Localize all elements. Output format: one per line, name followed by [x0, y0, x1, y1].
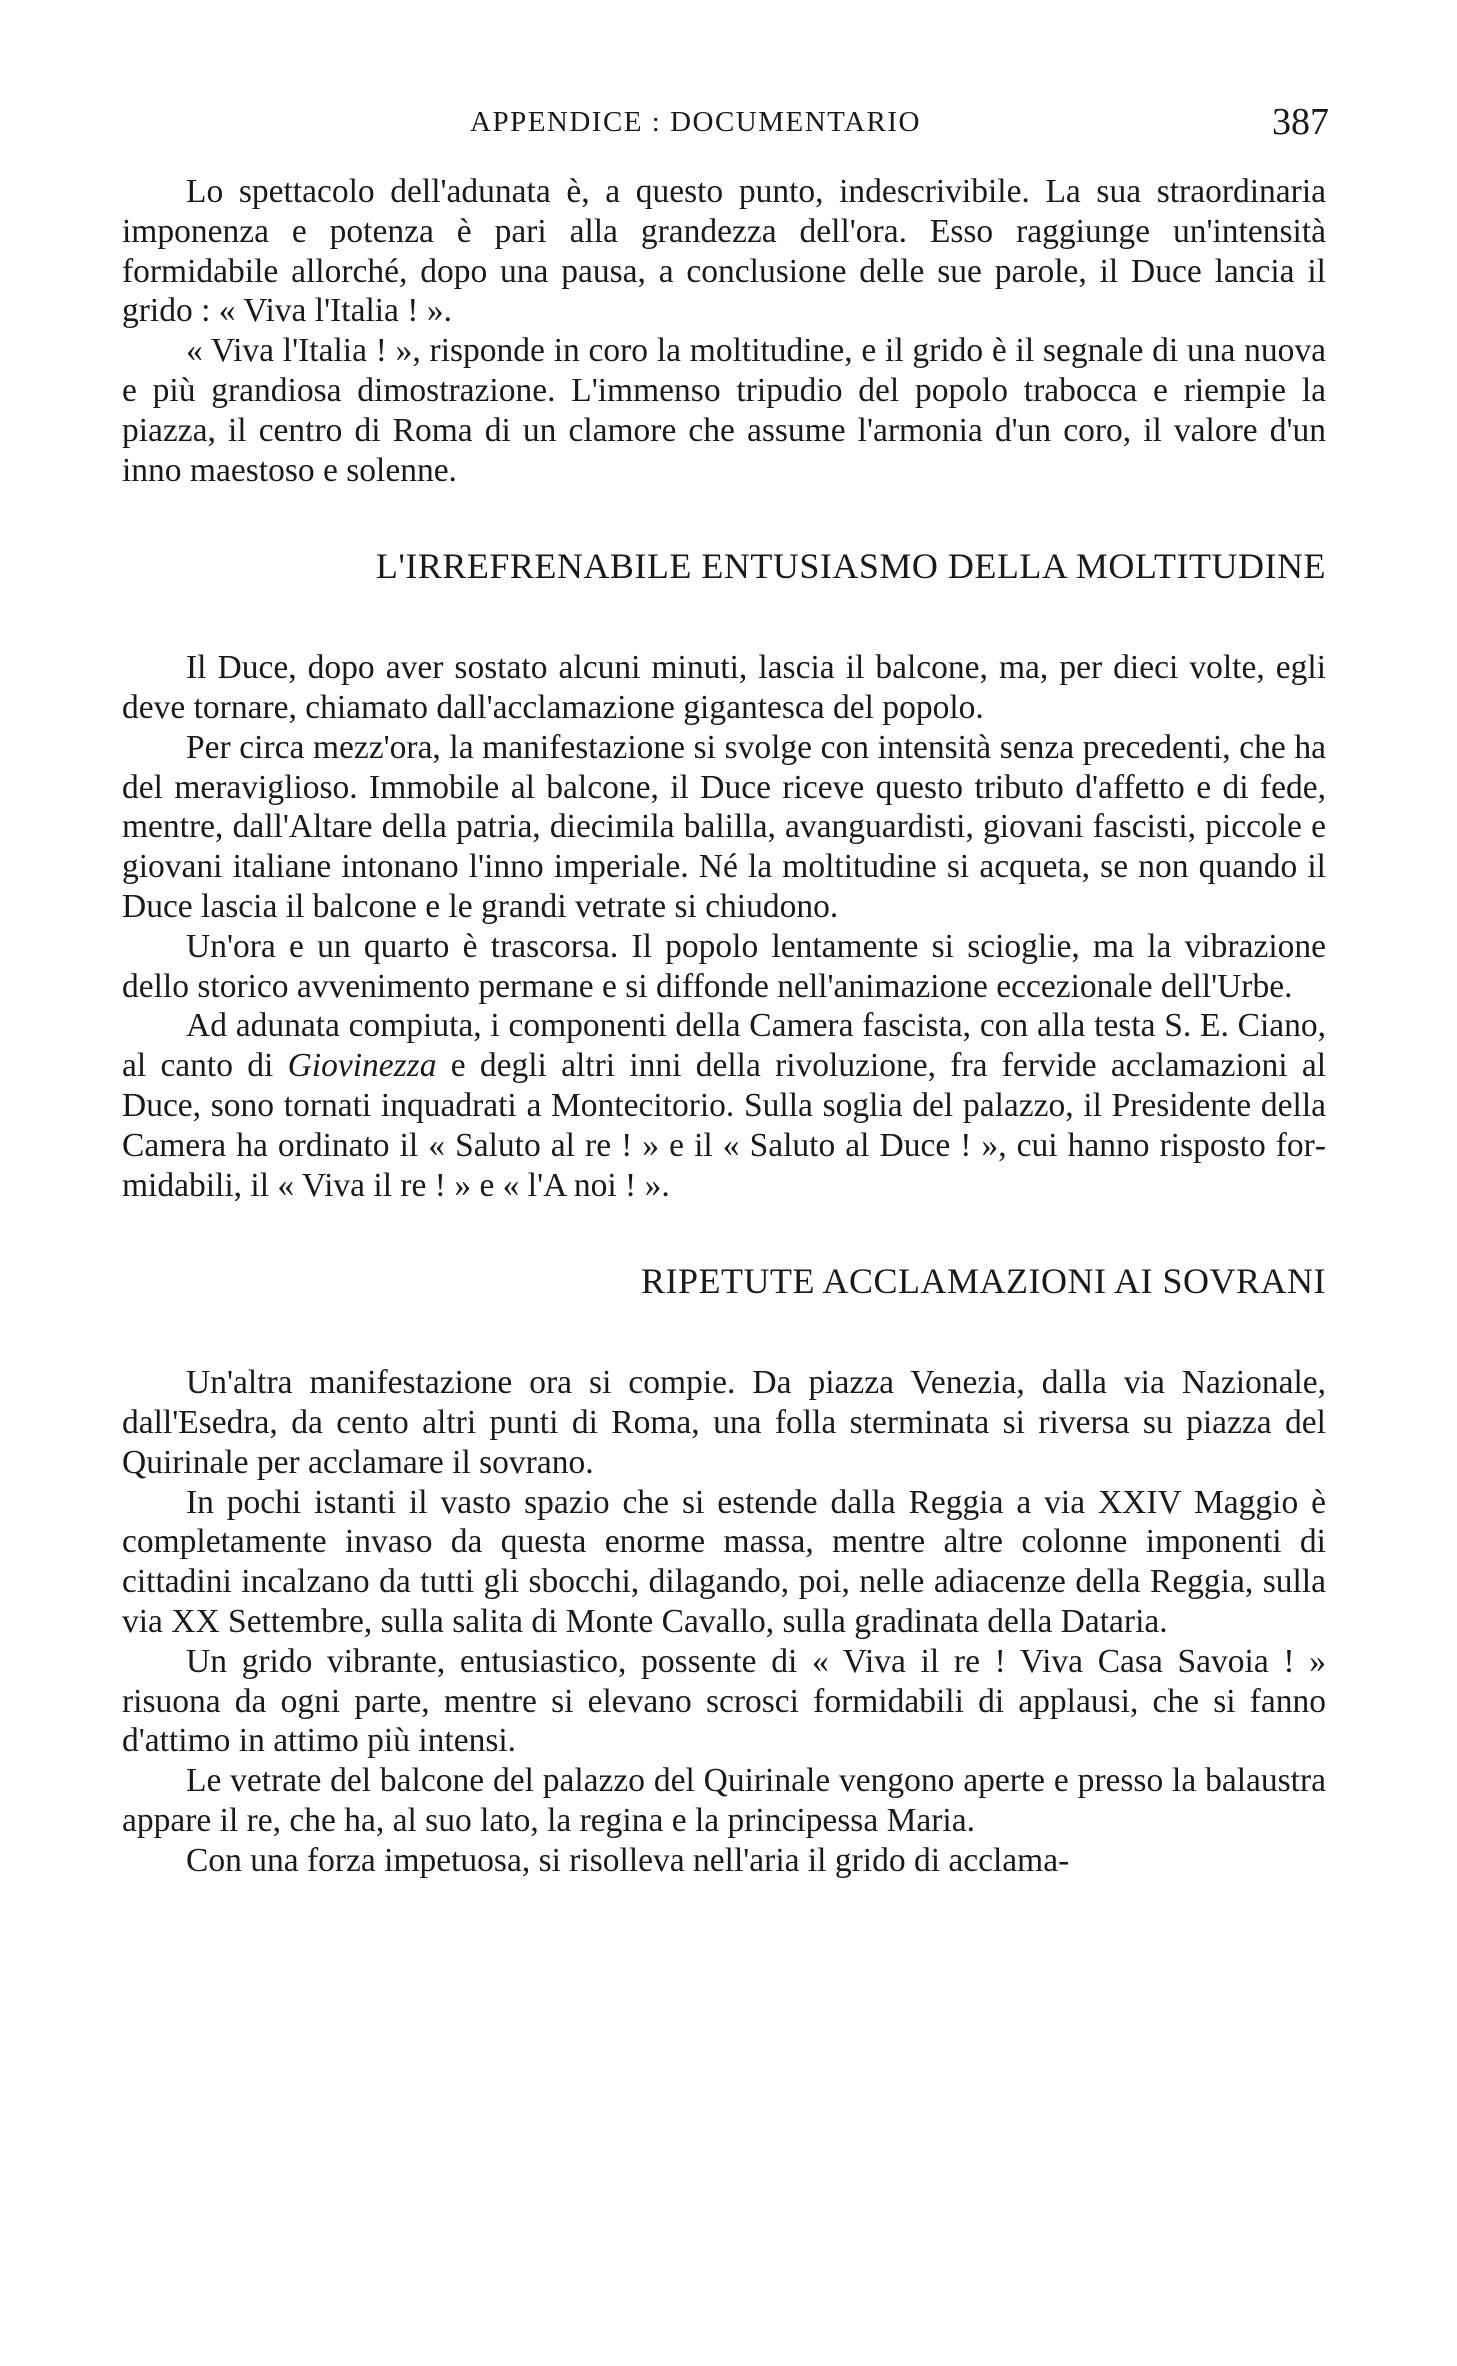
- paragraph: Con una forza impetuosa, si risolleva nell'aria il grido di acclama-: [186, 1841, 1070, 1879]
- page-number: 387: [1272, 101, 1329, 143]
- paragraph: Le vetrate del balcone del palazzo del Quirinale vengono aperte e presso la balaustra appare il re, che ha, al suo lato, la regina e la principessa Maria.: [122, 1762, 1326, 1839]
- paragraph: « Viva l'Italia ! », risponde in coro la moltitudine, e il grido è il segnale di una nuova e più grandiosa dimostrazione. L'immenso tripudio del popolo trabocca e riempie la piazza, il centro di Roma di un clamore che assume l'armonia d'un coro, il valore d'un inno maestoso e solenne.: [122, 332, 1326, 489]
- running-head: [0, 100, 1457, 150]
- paragraph: Un'ora e un quarto è trascorsa. Il popolo lentamente si scioglie, ma la vibrazione dello storico avvenimento permane e si diffonde nell'animazione eccezionale dell'Urbe.: [122, 927, 1326, 1005]
- paragraph: Il Duce, dopo aver sostato alcuni minuti, lascia il balcone, ma, per dieci volte, egli deve tornare, chiamato dall'acclamazione gigantesca del popolo.: [122, 649, 1326, 726]
- song-title: Giovinezza: [287, 1047, 437, 1085]
- section-heading: L'IRREFRENABILE ENTUSIASMO DELLA MOLTITUDINE: [375, 546, 1326, 587]
- paragraph: Un'altra manifestazione ora si compie. Da piazza Venezia, dalla via Nazionale, dall'Esedra, da cento altri punti di Roma, una folla sterminata si riversa su piazza del Quirinale per acclamare il sovrano.: [122, 1364, 1326, 1481]
- paragraph: Per circa mezz'ora, la manifestazione si svolge con intensità senza precedenti, che ha del meraviglioso. Immobile al balcone, il Duce riceve questo tributo d'affetto e di fede, mentre, dall'Altare della patria, diecimila balilla, avanguardisti, giovani fascisti, piccole e giovani italiane intonano l'inno imperiale. Né la moltitudine si acqueta, se non quando il Duce lascia il balcone e le grandi vetrate si chiudono.: [122, 728, 1326, 925]
- body-text: [122, 172, 1326, 1880]
- paragraph-text: e degli altri inni della rivoluzione, fra fervide acclamazioni al Duce, sono tornati inquadrati a Montecitorio. Sulla soglia del palazzo, il Presidente della Camera ha ordinato il « Saluto al re ! » e il « Saluto al Duce ! », cui hanno risposto formidabili, il « Viva il re ! » e « l'A noi ! ».: [122, 1047, 1327, 1204]
- paragraph: [122, 1006, 1326, 1205]
- running-title: APPENDICE : DOCUMENTARIO: [470, 106, 921, 138]
- section-heading: RIPETUTE ACCLAMAZIONI AI SOVRANI: [641, 1261, 1326, 1302]
- paragraph: In pochi istanti il vasto spazio che si estende dalla Reggia a via XXIV Maggio è completamente invaso da questa enorme massa, mentre altre colonne imponenti di cittadini incalzano da tutti gli sbocchi, dilagando, poi, nelle adiacenze della Reggia, sulla via XX Settembre, sulla salita di Monte Cavallo, sulla gradinata della Dataria.: [122, 1483, 1326, 1640]
- paragraph: Lo spettacolo dell'adunata è, a questo punto, indescrivibile. La sua straordinaria imponenza e potenza è pari alla grandezza dell'ora. Esso raggiunge un'intensità formidabile allorché, dopo una pausa, a conclusione delle sue parole, il Duce lancia il grido : « Viva l'Italia ! ».: [122, 173, 1326, 330]
- paragraph-text: Ad adunata compiuta, i componenti della Camera fascista, con alla testa S. E. Ciano, al canto di: [122, 1007, 1326, 1085]
- paragraph: Un grido vibrante, entusiastico, possente di « Viva il re ! Viva Casa Savoia ! » risuona da ogni parte, mentre si elevano scrosci formidabili di applausi, che si fanno d'attimo in attimo più intensi.: [122, 1642, 1326, 1760]
